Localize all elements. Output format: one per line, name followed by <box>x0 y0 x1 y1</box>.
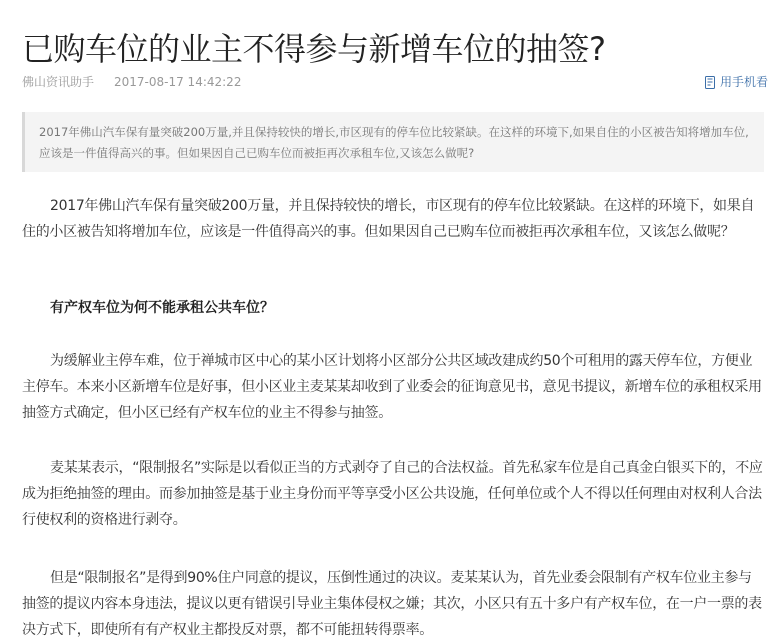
phone-icon <box>704 76 716 89</box>
article-time: 2017-08-17 14:42:22 <box>114 75 242 89</box>
paragraph-3: 麦某某表示，“限制报名”实际是以看似正当的方式剥夺了自己的合法权益。首先私家车位是自己真金白银买下的，不应成为拒绝抽签的理由。而参加抽签是基于业主身份而平等享受小区公共设施，任何单位或个人不得以任何理由对权利人合法行使权利的资格进行剥夺。 <box>22 460 763 528</box>
section-heading: 有产权车位为何不能承租公共车位？ <box>50 300 274 316</box>
article-meta <box>22 72 768 92</box>
article-summary: 2017年佛山汽车保有量突破200万量,并且保持较快的增长,市区现有的停车位比较紧缺。在这样的环境下,如果自住的小区被告知将增加车位,应该是一件值得高兴的事。但如果因自己已购车位而被拒再次承租车位,又该怎么做呢? <box>22 112 764 172</box>
paragraph-2: 为缓解业主停车难，位于禅城市区中心的某小区计划将小区部分公共区域改建成约50个可租用的露天停车位，方便业主停车。本来小区新增车位是好事，但小区业主麦某某却收到了业委会的征询意见书，意见书提议，新增车位的承租权采用抽签方式确定，但小区已经有产权车位的业主不得参与抽签。 <box>22 353 762 421</box>
paragraph-intro: 2017年佛山汽车保有量突破200万量，并且保持较快的增长，市区现有的停车位比较紧缺。在这样的环境下，如果自住的小区被告知将增加车位，应该是一件值得高兴的事。但如果因自己已购车位而被拒再次承租车位，又该怎么做呢？ <box>22 198 755 240</box>
mobile-view-link[interactable] <box>704 72 768 92</box>
article-source[interactable]: 佛山资讯助手 <box>22 75 95 89</box>
mobile-view-label: 用手机看 <box>719 75 768 89</box>
paragraph-4: 但是“限制报名”是得到90%住户同意的提议，压倒性通过的决议。麦某某认为，首先业委会限制有产权车位业主参与抽签的提议内容本身违法，提议以更有错误引导业主集体侵权之嫌；其次，小区只有五十多户有产权车位，在一户一票的表决方式下，即使所有有产权业主都投反对票，都不可能扭转得票率。 <box>22 570 762 638</box>
article-title: 已购车位的业主不得参与新增车位的抽签? <box>22 30 606 69</box>
